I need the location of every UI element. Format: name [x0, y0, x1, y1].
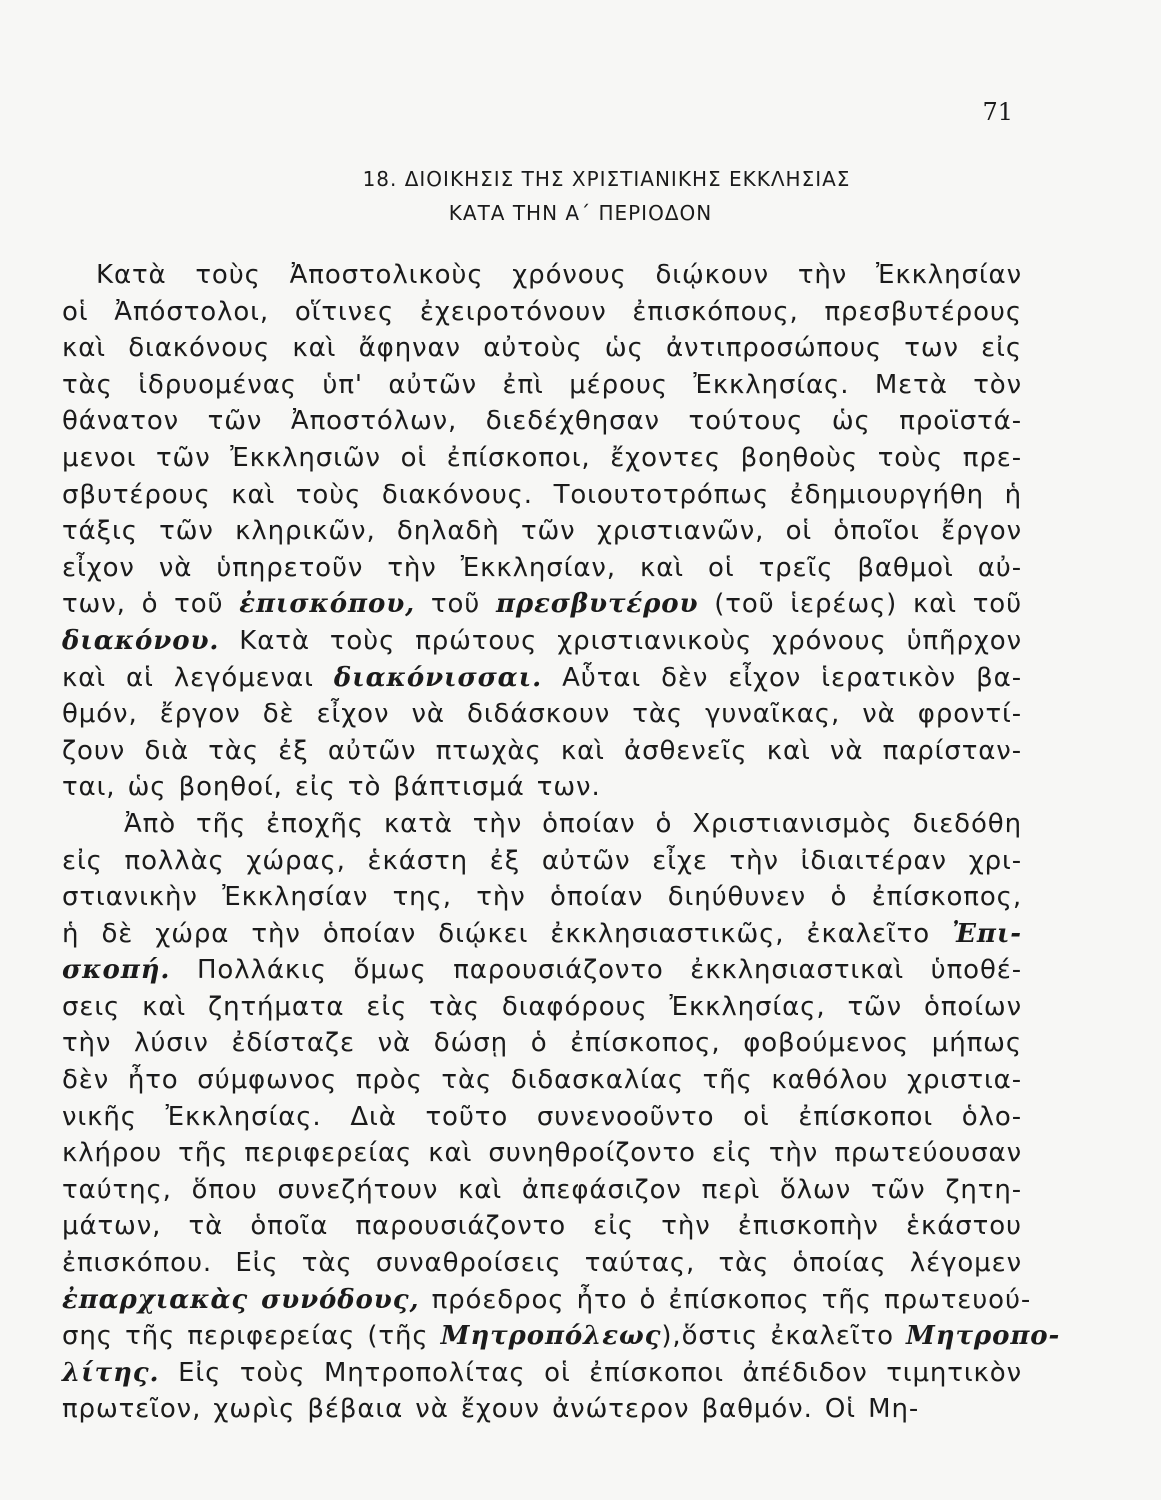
emphasized-term: διακόνισσαι.	[333, 662, 543, 693]
text-line: εἶχον νὰ ὑπηρετοῦν τὴν Ἐκκλησίαν, καὶ οἱ τρεῖς βαθμοὶ αὐ-	[62, 552, 1022, 583]
emphasized-term: διακόνου.	[62, 625, 220, 656]
text-segment: τοῦ	[415, 589, 496, 620]
text-line	[62, 952, 1022, 989]
text-line: στιανικὴν Ἐκκλησίαν της, τὴν ὁποίαν διηύθυνεν ὁ ἐπίσκοπος,	[62, 882, 1022, 913]
text-segment: (τοῦ ἱερέως) καὶ τοῦ	[698, 589, 1023, 620]
text-segment: σης τῆς περιφερείας (τῆς	[62, 1321, 441, 1352]
text-segment: Αὗται δὲν εἶχον ἱερατικὸν βα-	[542, 662, 1022, 693]
text-line: ἐπισκόπου. Εἰς τὰς συναθροίσεις ταύτας, τὰς ὁποίας λέγομεν	[62, 1248, 1022, 1279]
text-line: Ἀπὸ τῆς ἐποχῆς κατὰ τὴν ὁποίαν ὁ Χριστιανισμὸς διεδόθη	[124, 808, 1022, 839]
text-line	[62, 1318, 1061, 1355]
section-heading	[0, 162, 1161, 230]
emphasized-term: Μητροπο-	[906, 1321, 1061, 1352]
text-line: τὰς ἱδρυομένας ὑπ' αὐτῶν ἐπὶ μέρους Ἐκκλησίας. Μετὰ τὸν	[62, 369, 1022, 400]
text-line: πρωτεῖον, χωρὶς βέβαια νὰ ἔχουν ἀνώτερον βαθμόν. Οἱ Μη-	[62, 1394, 920, 1425]
text-line: σβυτέρους καὶ τοὺς διακόνους. Τοιουτοτρόπως ἐδημιουργήθη ἡ	[62, 479, 1022, 510]
text-segment: πρόεδρος ἦτο ὁ ἐπίσκοπος τῆς πρωτευού-	[419, 1284, 1032, 1315]
emphasized-term: σκοπή.	[62, 955, 171, 986]
emphasized-term: ἐπισκόπου,	[239, 589, 416, 620]
text-line: τάξις τῶν κληρικῶν, δηλαδὴ τῶν χριστιανῶν, οἱ ὁποῖοι ἔργον	[62, 516, 1022, 547]
page-number: 71	[982, 98, 1013, 126]
heading-line-1: 18. ΔΙΟΙΚΗΣΙΣ ΤΗΣ ΧΡΙΣΤΙΑΝΙΚΗΣ ΕΚΚΛΗΣΙΑΣ	[362, 167, 851, 191]
text-line: νικῆς Ἐκκλησίας. Διὰ τοῦτο συνενοοῦντο οἱ ἐπίσκοποι ὁλο-	[62, 1101, 1022, 1132]
text-line	[62, 1282, 1032, 1319]
text-line: θμόν, ἔργον δὲ εἶχον νὰ διδάσκουν τὰς γυναῖκας, νὰ φροντί-	[62, 699, 1022, 730]
text-segment: Εἰς τοὺς Μητροπολίτας οἱ ἐπίσκοποι ἀπέδιδον τιμητικὸν	[159, 1357, 1022, 1388]
text-line: ται, ὡς βοηθοί, εἰς τὸ βάπτισμά των.	[62, 772, 601, 803]
text-line	[62, 660, 1022, 697]
emphasized-term: πρεσβυτέρου	[495, 589, 699, 620]
text-line: δὲν ἦτο σύμφωνος πρὸς τὰς διδασκαλίας τῆς καθόλου χριστια-	[62, 1065, 1022, 1096]
text-segment: των, ὁ τοῦ	[62, 589, 240, 620]
emphasized-term: Μητροπόλεως	[440, 1321, 662, 1352]
text-line: μάτων, τὰ ὁποῖα παρουσιάζοντο εἰς τὴν ἐπισκοπὴν ἑκάστου	[62, 1211, 1022, 1242]
emphasized-term: Ἐπι-	[952, 918, 1022, 949]
emphasized-term: λίτης.	[62, 1357, 160, 1388]
text-line: καὶ διακόνους καὶ ἄφηναν αὐτοὺς ὡς ἀντιπροσώπους των εἰς	[62, 333, 1022, 364]
text-line: οἱ Ἀπόστολοι, οἵτινες ἐχειροτόνουν ἐπισκόπους, πρεσβυτέρους	[62, 296, 1022, 327]
text-segment: ),ὅστις ἐκαλεῖτο	[661, 1321, 907, 1352]
text-line	[62, 586, 1022, 623]
text-segment: ἡ δὲ χώρα τὴν ὁποίαν διῴκει ἐκκλησιαστικῶς, ἐκαλεῖτο	[62, 918, 953, 949]
text-line: εἰς πολλὰς χώρας, ἑκάστη ἐξ αὐτῶν εἶχε τὴν ἰδιαιτέραν χρι-	[62, 845, 1022, 876]
text-line: μενοι τῶν Ἐκκλησιῶν οἱ ἐπίσκοποι, ἔχοντες βοηθοὺς τοὺς πρε-	[62, 442, 1022, 473]
text-line: ζουν διὰ τὰς ἐξ αὐτῶν πτωχὰς καὶ ἀσθενεῖς καὶ νὰ παρίσταν-	[62, 735, 1022, 766]
text-line: σεις καὶ ζητήματα εἰς τὰς διαφόρους Ἐκκλησίας, τῶν ὁποίων	[62, 991, 1022, 1022]
text-line	[62, 916, 1022, 953]
text-line	[62, 1355, 1022, 1392]
text-line: κλήρου τῆς περιφερείας καὶ συνηθροίζοντο εἰς τὴν πρωτεύουσαν	[62, 1138, 1022, 1169]
text-line: θάνατον τῶν Ἀποστόλων, διεδέχθησαν τούτους ὡς προϊστά-	[62, 406, 1022, 437]
text-line: Κατὰ τοὺς Ἀποστολικοὺς χρόνους διῴκουν τὴν Ἐκκλησίαν	[96, 260, 1022, 290]
text-line: ταύτης, ὅπου συνεζήτουν καὶ ἀπεφάσιζον περὶ ὅλων τῶν ζητη-	[62, 1174, 1022, 1205]
text-line	[62, 623, 1022, 660]
emphasized-term: ἐπαρχιακὰς συνόδους,	[62, 1284, 420, 1315]
text-line: τὴν λύσιν ἐδίσταζε νὰ δώσῃ ὁ ἐπίσκοπος, φοβούμενος μήπως	[62, 1028, 1022, 1059]
text-segment: Πολλάκις ὅμως παρουσιάζοντο ἐκκλησιαστικαὶ ὑποθέ-	[170, 955, 1022, 986]
body-text	[62, 257, 1061, 1428]
heading-line-2: ΚΑΤΑ ΤΗΝ Α΄ ΠΕΡΙΟΔΟΝ	[448, 201, 713, 225]
text-segment: καὶ αἱ λεγόμεναι	[62, 662, 334, 693]
text-segment: Κατὰ τοὺς πρώτους χριστιανικοὺς χρόνους ὑπῆρχον	[219, 625, 1022, 656]
